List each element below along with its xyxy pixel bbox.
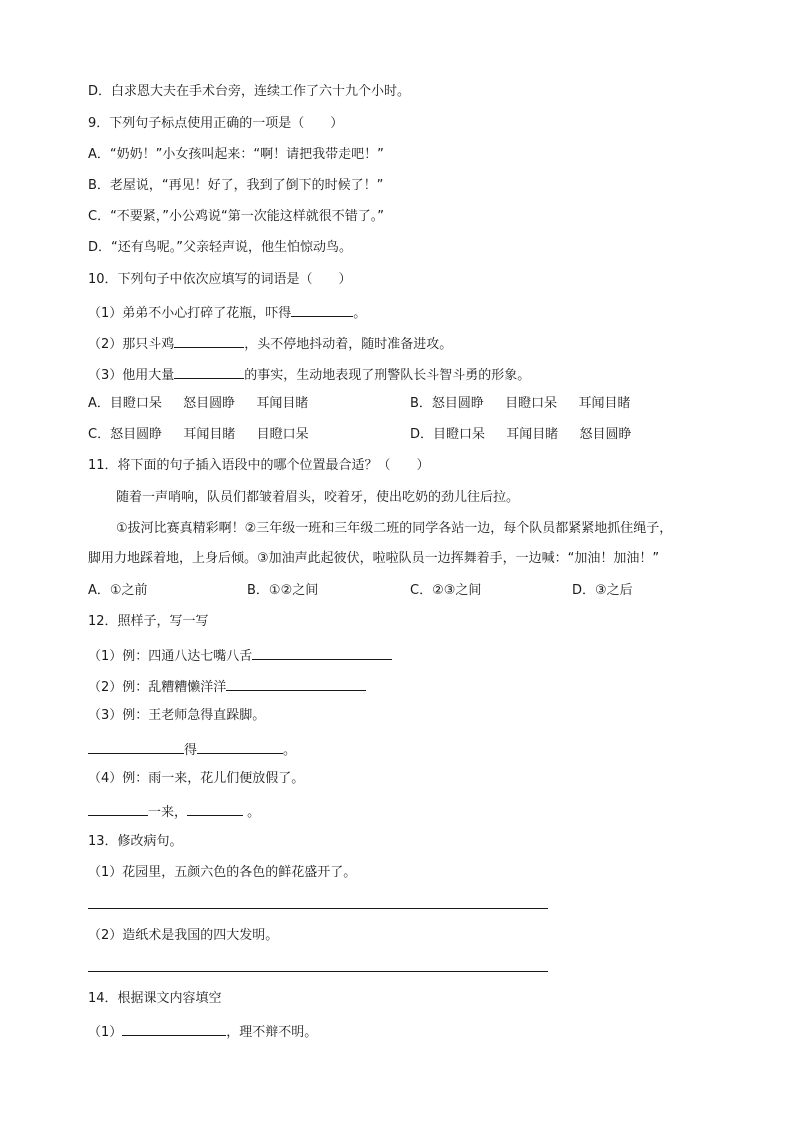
q10-s1-blank[interactable] [291,302,353,317]
q11-paragraph-line-1: ①拔河比赛真精彩啊！②三年级一班和三年级二班的同学各站一边，每个队员都紧紧地抓住绳子， [116,521,673,536]
q11-insert-sentence: 随着一声哨响，队员们都皱着眉头，咬着牙，使出吃奶的劲儿往后拉。 [116,490,520,505]
q14-item-1 [88,1021,317,1042]
q12-s3-blank-2[interactable] [197,739,283,754]
q10-option-a: A．目瞪口呆 怒目圆睁 耳闻目睹 [88,396,309,411]
q10-stem: 10．下列句子中依次应填写的词语是（ ） [88,272,352,287]
q12-item-4: （4）例：雨一来，花儿们便放假了。 [88,771,305,786]
q12-item-3: （3）例：王老师急得直跺脚。 [88,708,266,723]
q10-sentence-3 [88,364,530,385]
q12-item-1 [88,645,392,666]
q9-option-d: D．“还有鸟呢。”父亲轻声说，他生怕惊动鸟。 [88,240,352,255]
q14-s1-text: （1） [88,1025,123,1040]
q10-s3-blank[interactable] [174,364,244,379]
q13-stem: 13．修改病句。 [88,834,183,849]
q10-sentence-1 [88,302,366,323]
q10-option-c: C．怒目圆睁 耳闻目睹 目瞪口呆 [88,427,309,442]
q11-option-a: A．①之前 [88,583,148,598]
q10-s2-end: ，头不停地抖动着，随时准备进攻。 [244,337,453,352]
q11-option-c: C．②③之间 [410,583,482,598]
q10-option-b: B．怒目圆睁 目瞪口呆 耳闻目睹 [410,396,631,411]
q10-option-d: D．目瞪口呆 耳闻目睹 怒目圆睁 [410,427,632,442]
q9-stem: 9．下列句子标点使用正确的一项是（ ） [88,116,344,131]
q10-s3-end: 的事实，生动地表现了刑警队长斗智斗勇的形象。 [244,368,531,383]
q11-option-b: B．①②之间 [247,583,319,598]
q14-s1-end: ，理不辩不明。 [226,1025,318,1040]
q9-option-a: A．“奶奶！”小女孩叫起来：“啊！请把我带走吧！” [88,147,384,162]
q9-option-c: C．“不要紧，”小公鸡说“第一次能这样就很不错了。” [88,209,385,224]
q13-item-2: （2）造纸术是我国的四大发明。 [88,928,279,943]
q12-s4-blank-1[interactable] [88,801,148,816]
q12-s4-end: 。 [243,805,261,820]
q10-s3-text: （3）他用大量 [88,368,175,383]
q14-s1-blank[interactable] [122,1021,226,1036]
q11-stem: 11．将下面的句子插入语段中的哪个位置最合适？（ ） [88,458,430,473]
q12-s3-blank-1[interactable] [88,739,184,754]
q10-s2-text: （2）那只斗鸡 [88,337,175,352]
q12-s4-blank-2[interactable] [187,801,243,816]
q10-s2-blank[interactable] [174,333,244,348]
q13-answer-line-2[interactable] [88,971,548,972]
q12-s4-fill: 一来， [148,805,188,820]
q12-s2-text: （2）例：乱糟糟懒洋洋 [88,680,227,695]
q8-option-d: D．白求恩大夫在手术台旁，连续工作了六十九个小时。 [88,84,411,99]
q11-option-d: D．③之后 [572,583,633,598]
q12-s3-fill: 得 [184,743,198,758]
q12-s2-blank[interactable] [226,676,366,691]
q12-item-3-answer [88,739,296,760]
q12-s3-end: 。 [283,743,297,758]
q10-s1-text: （1）弟弟不小心打碎了花瓶，吓得 [88,306,292,321]
q10-sentence-2 [88,333,452,354]
q13-answer-line-1[interactable] [88,908,548,909]
q9-option-b: B．老屋说，“再见！好了，我到了倒下的时候了！” [88,178,384,193]
q10-s1-end: 。 [353,306,367,321]
q13-item-1: （1）花园里，五颜六色的各色的鲜花盛开了。 [88,865,357,880]
q12-stem: 12．照样子，写一写 [88,614,209,629]
q12-s1-blank[interactable] [252,645,392,660]
q12-item-2 [88,676,366,697]
q12-s1-text: （1）例：四通八达七嘴八舌 [88,649,253,664]
q12-item-4-answer [88,801,260,822]
q11-paragraph-line-2: 脚用力地踩着地，上身后倾。③加油声此起彼伏，啦啦队员一边挥舞着手，一边喊：“加油！加油！” [88,551,660,566]
q14-stem: 14．根据课文内容填空 [88,991,222,1006]
